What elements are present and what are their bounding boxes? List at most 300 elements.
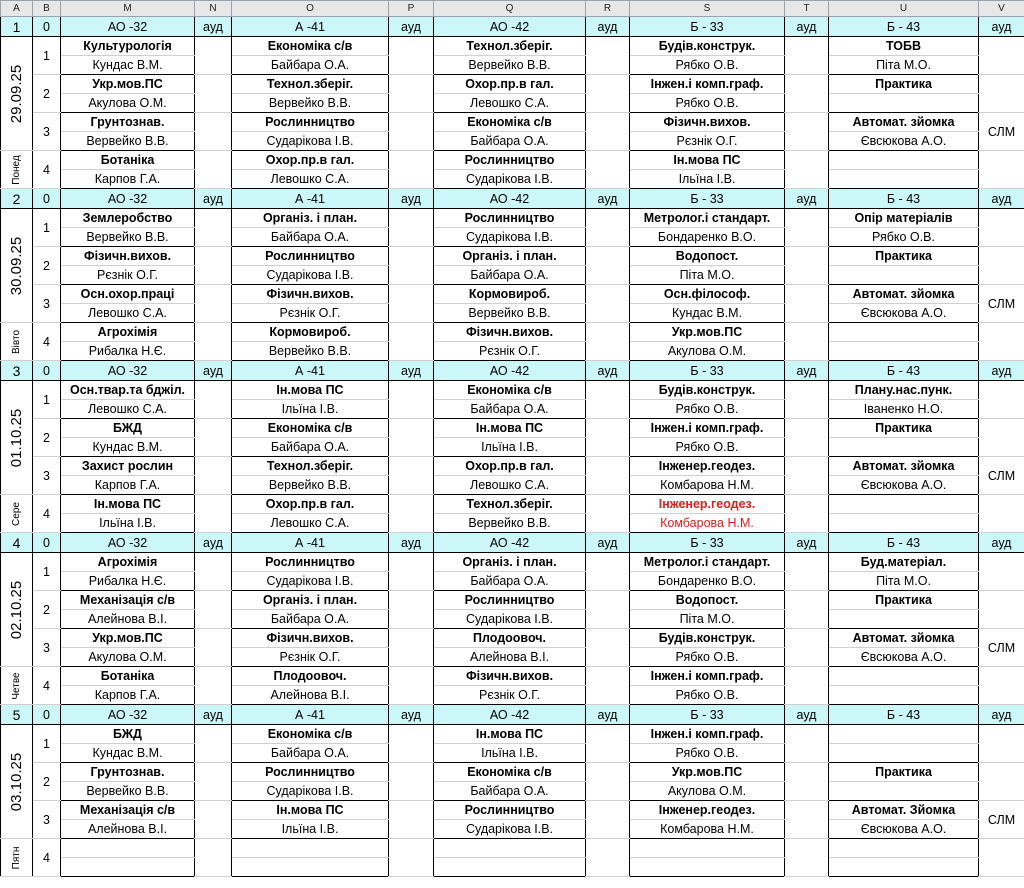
teacher-cell[interactable]: Ільїна І.В.: [434, 438, 586, 457]
room-cell[interactable]: [195, 553, 232, 591]
teacher-cell[interactable]: Левошко С.А.: [61, 304, 195, 323]
room-header-cell[interactable]: ауд: [979, 189, 1024, 209]
group-name-cell[interactable]: Б - 33: [630, 705, 785, 725]
teacher-cell[interactable]: Рябко О.В.: [630, 744, 785, 763]
teacher-cell[interactable]: Рєзнік О.Г.: [232, 304, 389, 323]
teacher-cell[interactable]: Вервейко В.В.: [61, 132, 195, 151]
day-number[interactable]: 5: [1, 705, 33, 725]
group-name-cell[interactable]: Б - 33: [630, 189, 785, 209]
teacher-cell[interactable]: Сударікова І.В.: [232, 572, 389, 591]
room-header-cell[interactable]: ауд: [389, 17, 434, 37]
subject-cell[interactable]: Фізичн.вихов.: [434, 323, 586, 342]
group-name-cell[interactable]: А -41: [232, 705, 389, 725]
teacher-cell[interactable]: Кундас В.М.: [61, 56, 195, 75]
room-cell[interactable]: [389, 37, 434, 75]
subject-cell[interactable]: Економіка с/в: [232, 725, 389, 744]
teacher-cell[interactable]: Сударікова І.В.: [232, 782, 389, 801]
room-cell[interactable]: [785, 75, 829, 113]
group-name-cell[interactable]: Б - 33: [630, 17, 785, 37]
pair-number[interactable]: 4: [33, 495, 61, 533]
room-cell[interactable]: [195, 419, 232, 457]
teacher-cell[interactable]: Рябко О.В.: [630, 56, 785, 75]
pair-number[interactable]: 2: [33, 591, 61, 629]
column-header-p[interactable]: P: [389, 1, 434, 17]
group-name-cell[interactable]: А -41: [232, 189, 389, 209]
room-cell[interactable]: [389, 629, 434, 667]
subject-cell[interactable]: Автомат. зйомка: [829, 113, 979, 132]
subject-cell[interactable]: Автомат. зйомка: [829, 457, 979, 476]
subject-cell[interactable]: Землеробство: [61, 209, 195, 228]
group-name-cell[interactable]: АО -42: [434, 533, 586, 553]
subject-cell[interactable]: [630, 839, 785, 858]
group-name-cell[interactable]: Б - 43: [829, 705, 979, 725]
teacher-cell[interactable]: Піта М.О.: [829, 572, 979, 591]
subject-cell[interactable]: Організ. і план.: [434, 553, 586, 572]
subject-cell[interactable]: Економіка с/в: [232, 37, 389, 56]
subject-cell[interactable]: Рослинництво: [232, 247, 389, 266]
room-header-cell[interactable]: ауд: [195, 361, 232, 381]
room-cell[interactable]: [389, 553, 434, 591]
room-cell[interactable]: [785, 113, 829, 151]
room-cell[interactable]: [195, 323, 232, 361]
teacher-cell[interactable]: Вервейко В.В.: [61, 228, 195, 247]
subject-cell[interactable]: Технол.зберіг.: [232, 75, 389, 94]
subject-cell[interactable]: Грунтознав.: [61, 113, 195, 132]
teacher-cell[interactable]: Байбара О.А.: [232, 56, 389, 75]
room-cell[interactable]: [195, 839, 232, 877]
group-name-cell[interactable]: Б - 43: [829, 533, 979, 553]
subject-cell[interactable]: Практика: [829, 419, 979, 438]
room-cell[interactable]: [195, 113, 232, 151]
subject-cell[interactable]: Метролог.і стандарт.: [630, 553, 785, 572]
room-cell[interactable]: [195, 247, 232, 285]
room-cell[interactable]: [586, 247, 630, 285]
teacher-cell[interactable]: Піта М.О.: [630, 610, 785, 629]
room-cell[interactable]: [785, 763, 829, 801]
subject-cell[interactable]: Інженер.геодез.: [630, 801, 785, 820]
teacher-cell[interactable]: Алейнова В.І.: [434, 648, 586, 667]
pair-number[interactable]: 3: [33, 285, 61, 323]
pair-zero-cell[interactable]: 0: [33, 189, 61, 209]
room-cell[interactable]: [389, 419, 434, 457]
room-header-cell[interactable]: ауд: [979, 705, 1024, 725]
teacher-cell[interactable]: Євсюкова А.О.: [829, 476, 979, 495]
subject-cell[interactable]: [829, 725, 979, 744]
room-cell[interactable]: [195, 457, 232, 495]
room-cell[interactable]: [586, 113, 630, 151]
room-header-cell[interactable]: ауд: [979, 533, 1024, 553]
room-header-cell[interactable]: ауд: [586, 705, 630, 725]
room-cell[interactable]: [586, 591, 630, 629]
teacher-cell[interactable]: Рябко О.В.: [630, 686, 785, 705]
teacher-cell[interactable]: Байбара О.А.: [232, 228, 389, 247]
subject-cell[interactable]: Механізація с/в: [61, 591, 195, 610]
room-cell[interactable]: [979, 553, 1024, 591]
room-cell[interactable]: [785, 323, 829, 361]
room-cell[interactable]: [389, 763, 434, 801]
teacher-cell[interactable]: Піта М.О.: [630, 266, 785, 285]
room-cell[interactable]: [979, 667, 1024, 705]
subject-cell[interactable]: Організ. і план.: [232, 591, 389, 610]
room-cell[interactable]: [389, 457, 434, 495]
subject-cell[interactable]: БЖД: [61, 725, 195, 744]
group-name-cell[interactable]: АО -32: [61, 17, 195, 37]
pair-number[interactable]: 1: [33, 37, 61, 75]
room-cell[interactable]: [785, 247, 829, 285]
teacher-cell[interactable]: Сударікова І.В.: [232, 132, 389, 151]
room-cell[interactable]: [586, 667, 630, 705]
teacher-cell[interactable]: Алейнова В.І.: [61, 610, 195, 629]
teacher-cell[interactable]: Комбарова Н.М.: [630, 514, 785, 533]
teacher-cell[interactable]: Вервейко В.В.: [434, 514, 586, 533]
room-cell[interactable]: СЛМ: [979, 113, 1024, 151]
teacher-cell[interactable]: Рєзнік О.Г.: [630, 132, 785, 151]
pair-zero-cell[interactable]: 0: [33, 705, 61, 725]
teacher-cell[interactable]: [61, 858, 195, 877]
room-cell[interactable]: [785, 381, 829, 419]
group-name-cell[interactable]: АО -42: [434, 361, 586, 381]
subject-cell[interactable]: Ботаніка: [61, 667, 195, 686]
subject-cell[interactable]: Практика: [829, 763, 979, 782]
subject-cell[interactable]: Інжен.і комп.граф.: [630, 725, 785, 744]
teacher-cell[interactable]: Вервейко В.В.: [434, 56, 586, 75]
group-name-cell[interactable]: АО -42: [434, 17, 586, 37]
pair-number[interactable]: 3: [33, 457, 61, 495]
teacher-cell[interactable]: [829, 514, 979, 533]
group-name-cell[interactable]: АО -32: [61, 189, 195, 209]
teacher-cell[interactable]: Алейнова В.І.: [61, 820, 195, 839]
teacher-cell[interactable]: Акулова О.М.: [630, 342, 785, 361]
room-cell[interactable]: [979, 725, 1024, 763]
pair-number[interactable]: 2: [33, 419, 61, 457]
room-cell[interactable]: [586, 457, 630, 495]
subject-cell[interactable]: Технол.зберіг.: [232, 457, 389, 476]
room-cell[interactable]: [785, 151, 829, 189]
room-header-cell[interactable]: ауд: [785, 705, 829, 725]
teacher-cell[interactable]: [829, 170, 979, 189]
subject-cell[interactable]: Практика: [829, 75, 979, 94]
column-header-r[interactable]: R: [586, 1, 630, 17]
subject-cell[interactable]: [434, 839, 586, 858]
subject-cell[interactable]: Автомат. зйомка: [829, 629, 979, 648]
room-cell[interactable]: [586, 323, 630, 361]
subject-cell[interactable]: Рослинництво: [232, 113, 389, 132]
teacher-cell[interactable]: [829, 438, 979, 457]
room-header-cell[interactable]: ауд: [785, 17, 829, 37]
room-cell[interactable]: [586, 763, 630, 801]
teacher-cell[interactable]: Левошко С.А.: [232, 514, 389, 533]
room-cell[interactable]: [979, 419, 1024, 457]
teacher-cell[interactable]: Левошко С.А.: [232, 170, 389, 189]
subject-cell[interactable]: Економіка с/в: [434, 113, 586, 132]
subject-cell[interactable]: Кормовироб.: [434, 285, 586, 304]
room-cell[interactable]: [195, 667, 232, 705]
teacher-cell[interactable]: Байбара О.А.: [434, 572, 586, 591]
subject-cell[interactable]: Інжен.і комп.граф.: [630, 667, 785, 686]
room-cell[interactable]: [586, 419, 630, 457]
room-cell[interactable]: [785, 591, 829, 629]
subject-cell[interactable]: Рослинництво: [434, 151, 586, 170]
subject-cell[interactable]: Агрохімія: [61, 553, 195, 572]
room-cell[interactable]: [389, 381, 434, 419]
subject-cell[interactable]: Технол.зберіг.: [434, 37, 586, 56]
subject-cell[interactable]: Водопост.: [630, 591, 785, 610]
teacher-cell[interactable]: Євсюкова А.О.: [829, 132, 979, 151]
teacher-cell[interactable]: Рєзнік О.Г.: [61, 266, 195, 285]
subject-cell[interactable]: Механізація с/в: [61, 801, 195, 820]
room-cell[interactable]: [785, 725, 829, 763]
teacher-cell[interactable]: [829, 266, 979, 285]
room-cell[interactable]: [389, 725, 434, 763]
room-cell[interactable]: [979, 591, 1024, 629]
room-header-cell[interactable]: ауд: [389, 189, 434, 209]
subject-cell[interactable]: Охор.пр.в гал.: [232, 151, 389, 170]
teacher-cell[interactable]: [829, 744, 979, 763]
room-header-cell[interactable]: ауд: [785, 533, 829, 553]
subject-cell[interactable]: Агрохімія: [61, 323, 195, 342]
pair-number[interactable]: 4: [33, 839, 61, 877]
room-cell[interactable]: [195, 801, 232, 839]
subject-cell[interactable]: [829, 323, 979, 342]
pair-number[interactable]: 2: [33, 247, 61, 285]
date-cell[interactable]: [1, 209, 33, 323]
teacher-cell[interactable]: Байбара О.А.: [434, 266, 586, 285]
teacher-cell[interactable]: [829, 610, 979, 629]
column-header-s[interactable]: S: [630, 1, 785, 17]
subject-cell[interactable]: Осн.філософ.: [630, 285, 785, 304]
subject-cell[interactable]: Автомат. зйомка: [829, 285, 979, 304]
teacher-cell[interactable]: Карпов Г.А.: [61, 686, 195, 705]
pair-number[interactable]: 4: [33, 323, 61, 361]
teacher-cell[interactable]: [829, 94, 979, 113]
room-cell[interactable]: [785, 553, 829, 591]
subject-cell[interactable]: Укр.мов.ПС: [630, 323, 785, 342]
room-cell[interactable]: [195, 629, 232, 667]
pair-number[interactable]: 3: [33, 629, 61, 667]
room-cell[interactable]: [586, 839, 630, 877]
day-number[interactable]: 1: [1, 17, 33, 37]
room-cell[interactable]: [785, 801, 829, 839]
teacher-cell[interactable]: Сударікова І.В.: [434, 820, 586, 839]
teacher-cell[interactable]: Бондаренко В.О.: [630, 228, 785, 247]
teacher-cell[interactable]: [434, 858, 586, 877]
subject-cell[interactable]: [829, 495, 979, 514]
teacher-cell[interactable]: Ільїна І.В.: [232, 820, 389, 839]
teacher-cell[interactable]: Кундас В.М.: [61, 438, 195, 457]
room-cell[interactable]: [389, 839, 434, 877]
teacher-cell[interactable]: Сударікова І.В.: [434, 170, 586, 189]
room-cell[interactable]: [586, 553, 630, 591]
room-header-cell[interactable]: ауд: [785, 361, 829, 381]
teacher-cell[interactable]: Іваненко Н.О.: [829, 400, 979, 419]
room-cell[interactable]: [979, 381, 1024, 419]
room-cell[interactable]: [586, 495, 630, 533]
subject-cell[interactable]: Рослинництво: [434, 591, 586, 610]
teacher-cell[interactable]: Рибалка Н.Є.: [61, 572, 195, 591]
subject-cell[interactable]: Автомат. Зйомка: [829, 801, 979, 820]
teacher-cell[interactable]: Сударікова І.В.: [434, 610, 586, 629]
room-cell[interactable]: [979, 209, 1024, 247]
teacher-cell[interactable]: [232, 858, 389, 877]
column-header-m[interactable]: M: [61, 1, 195, 17]
weekday-cell[interactable]: [1, 495, 33, 533]
room-cell[interactable]: СЛМ: [979, 629, 1024, 667]
subject-cell[interactable]: Культурологія: [61, 37, 195, 56]
room-cell[interactable]: [389, 591, 434, 629]
subject-cell[interactable]: Ін.мова ПС: [434, 725, 586, 744]
room-cell[interactable]: [785, 629, 829, 667]
room-cell[interactable]: [195, 151, 232, 189]
group-name-cell[interactable]: АО -32: [61, 361, 195, 381]
column-header-u[interactable]: U: [829, 1, 979, 17]
pair-number[interactable]: 4: [33, 151, 61, 189]
room-cell[interactable]: [785, 839, 829, 877]
column-header-b[interactable]: B: [33, 1, 61, 17]
room-cell[interactable]: [195, 285, 232, 323]
pair-number[interactable]: 3: [33, 113, 61, 151]
subject-cell[interactable]: [232, 839, 389, 858]
teacher-cell[interactable]: Рябко О.В.: [630, 400, 785, 419]
group-name-cell[interactable]: АО -32: [61, 533, 195, 553]
subject-cell[interactable]: Економіка с/в: [434, 381, 586, 400]
room-cell[interactable]: [195, 591, 232, 629]
teacher-cell[interactable]: Рєзнік О.Г.: [232, 648, 389, 667]
teacher-cell[interactable]: [829, 686, 979, 705]
subject-cell[interactable]: [829, 667, 979, 686]
room-cell[interactable]: [389, 323, 434, 361]
subject-cell[interactable]: Практика: [829, 591, 979, 610]
teacher-cell[interactable]: [829, 342, 979, 361]
room-cell[interactable]: [389, 801, 434, 839]
teacher-cell[interactable]: Рябко О.В.: [630, 94, 785, 113]
room-cell[interactable]: [389, 151, 434, 189]
room-cell[interactable]: [785, 37, 829, 75]
teacher-cell[interactable]: Ільїна І.В.: [434, 744, 586, 763]
group-name-cell[interactable]: Б - 43: [829, 189, 979, 209]
room-cell[interactable]: [389, 667, 434, 705]
group-name-cell[interactable]: А -41: [232, 533, 389, 553]
room-cell[interactable]: СЛМ: [979, 801, 1024, 839]
subject-cell[interactable]: Плодоовоч.: [434, 629, 586, 648]
teacher-cell[interactable]: Рябко О.В.: [829, 228, 979, 247]
room-cell[interactable]: [785, 209, 829, 247]
date-cell[interactable]: [1, 37, 33, 151]
group-name-cell[interactable]: А -41: [232, 361, 389, 381]
subject-cell[interactable]: Практика: [829, 247, 979, 266]
room-cell[interactable]: [586, 381, 630, 419]
room-header-cell[interactable]: ауд: [195, 533, 232, 553]
room-cell[interactable]: [586, 725, 630, 763]
group-name-cell[interactable]: А -41: [232, 17, 389, 37]
pair-number[interactable]: 1: [33, 553, 61, 591]
subject-cell[interactable]: Ін.мова ПС: [630, 151, 785, 170]
subject-cell[interactable]: Опір матеріалів: [829, 209, 979, 228]
teacher-cell[interactable]: Рябко О.В.: [630, 438, 785, 457]
room-cell[interactable]: [586, 209, 630, 247]
day-number[interactable]: 4: [1, 533, 33, 553]
weekday-cell[interactable]: [1, 323, 33, 361]
day-number[interactable]: 3: [1, 361, 33, 381]
room-cell[interactable]: [785, 457, 829, 495]
subject-cell[interactable]: Будів.конструк.: [630, 629, 785, 648]
teacher-cell[interactable]: Ільїна І.В.: [630, 170, 785, 189]
teacher-cell[interactable]: Акулова О.М.: [61, 648, 195, 667]
subject-cell[interactable]: Технол.зберіг.: [434, 495, 586, 514]
teacher-cell[interactable]: Піта М.О.: [829, 56, 979, 75]
subject-cell[interactable]: Ботаніка: [61, 151, 195, 170]
room-cell[interactable]: [195, 763, 232, 801]
group-name-cell[interactable]: Б - 33: [630, 361, 785, 381]
subject-cell[interactable]: Інжен.і комп.граф.: [630, 419, 785, 438]
room-cell[interactable]: [979, 763, 1024, 801]
subject-cell[interactable]: Кормовироб.: [232, 323, 389, 342]
weekday-cell[interactable]: [1, 151, 33, 189]
room-cell[interactable]: [979, 247, 1024, 285]
day-number[interactable]: 2: [1, 189, 33, 209]
room-cell[interactable]: [979, 495, 1024, 533]
subject-cell[interactable]: Організ. і план.: [232, 209, 389, 228]
room-cell[interactable]: [979, 151, 1024, 189]
room-cell[interactable]: [586, 285, 630, 323]
room-header-cell[interactable]: ауд: [979, 361, 1024, 381]
teacher-cell[interactable]: Байбара О.А.: [434, 400, 586, 419]
room-cell[interactable]: [586, 629, 630, 667]
teacher-cell[interactable]: Акулова О.М.: [630, 782, 785, 801]
room-cell[interactable]: [389, 495, 434, 533]
subject-cell[interactable]: Осн.твар.та бджіл.: [61, 381, 195, 400]
teacher-cell[interactable]: Рєзнік О.Г.: [434, 342, 586, 361]
room-header-cell[interactable]: ауд: [586, 17, 630, 37]
room-cell[interactable]: [195, 37, 232, 75]
subject-cell[interactable]: Укр.мов.ПС: [630, 763, 785, 782]
date-cell[interactable]: [1, 553, 33, 667]
column-header-o[interactable]: O: [232, 1, 389, 17]
subject-cell[interactable]: Ін.мова ПС: [232, 381, 389, 400]
pair-number[interactable]: 1: [33, 725, 61, 763]
subject-cell[interactable]: ТОБВ: [829, 37, 979, 56]
teacher-cell[interactable]: Левошко С.А.: [61, 400, 195, 419]
room-cell[interactable]: [785, 667, 829, 705]
room-cell[interactable]: [785, 495, 829, 533]
teacher-cell[interactable]: Вервейко В.В.: [61, 782, 195, 801]
teacher-cell[interactable]: Байбара О.А.: [232, 438, 389, 457]
subject-cell[interactable]: Рослинництво: [232, 763, 389, 782]
room-header-cell[interactable]: ауд: [785, 189, 829, 209]
subject-cell[interactable]: Будів.конструк.: [630, 37, 785, 56]
room-header-cell[interactable]: ауд: [586, 361, 630, 381]
room-header-cell[interactable]: ауд: [195, 17, 232, 37]
subject-cell[interactable]: Захист рослин: [61, 457, 195, 476]
teacher-cell[interactable]: Карпов Г.А.: [61, 476, 195, 495]
room-header-cell[interactable]: ауд: [195, 189, 232, 209]
subject-cell[interactable]: Інженер.геодез.: [630, 457, 785, 476]
teacher-cell[interactable]: Рибалка Н.Є.: [61, 342, 195, 361]
subject-cell[interactable]: Ін.мова ПС: [434, 419, 586, 438]
room-cell[interactable]: СЛМ: [979, 285, 1024, 323]
room-cell[interactable]: [389, 75, 434, 113]
room-cell[interactable]: [979, 839, 1024, 877]
column-header-q[interactable]: Q: [434, 1, 586, 17]
teacher-cell[interactable]: Сударікова І.В.: [434, 228, 586, 247]
subject-cell[interactable]: Інженер.геодез.: [630, 495, 785, 514]
pair-number[interactable]: 1: [33, 381, 61, 419]
room-header-cell[interactable]: ауд: [586, 189, 630, 209]
weekday-cell[interactable]: [1, 839, 33, 877]
teacher-cell[interactable]: Ільїна І.В.: [61, 514, 195, 533]
subject-cell[interactable]: Грунтознав.: [61, 763, 195, 782]
subject-cell[interactable]: Охор.пр.в гал.: [434, 75, 586, 94]
teacher-cell[interactable]: Євсюкова А.О.: [829, 304, 979, 323]
